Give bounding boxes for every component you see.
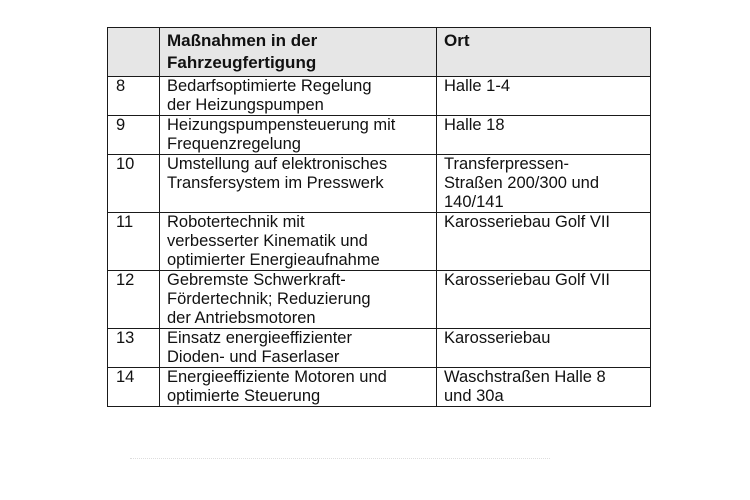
row-location-text: Halle 1-4 — [444, 77, 511, 95]
table-row — [108, 155, 651, 213]
row-location-text: Karosseriebau — [444, 329, 551, 347]
row-location — [437, 271, 651, 329]
row-location-text: Transferpressen- Straßen 200/300 und 140/141 — [444, 155, 600, 211]
row-location — [437, 329, 651, 368]
row-measure — [160, 271, 437, 329]
table-header — [108, 28, 651, 77]
row-number: 12 — [108, 271, 160, 329]
row-location-text: Karosseriebau Golf VII — [444, 213, 610, 231]
row-number: 9 — [108, 116, 160, 155]
row-number: 14 — [108, 368, 160, 407]
header-measures-label: Maßnahmen in der Fahrzeugfertigung — [167, 31, 318, 72]
table-row — [108, 271, 651, 329]
row-measure — [160, 77, 437, 116]
row-number: 13 — [108, 329, 160, 368]
row-measure — [160, 116, 437, 155]
row-location-text: Waschstraßen Halle 8 und 30a — [444, 368, 606, 405]
row-measure — [160, 155, 437, 213]
table-body — [108, 77, 651, 407]
row-location-text: Karosseriebau Golf VII — [444, 271, 610, 289]
row-measure — [160, 368, 437, 407]
row-measure-text: Robotertechnik mit verbesserter Kinematik und optimierter Energieaufnahme — [167, 213, 380, 269]
row-measure — [160, 213, 437, 271]
header-location — [437, 28, 651, 77]
header-row — [108, 28, 651, 77]
header-number — [108, 28, 160, 77]
measures-table — [107, 27, 651, 407]
row-location — [437, 368, 651, 407]
table-row — [108, 329, 651, 368]
row-location — [437, 116, 651, 155]
row-measure-text: Einsatz energieeffizienter Dioden- und Faserlaser — [167, 329, 352, 366]
row-location-text: Halle 18 — [444, 116, 505, 134]
row-number: 8 — [108, 77, 160, 116]
table-row — [108, 116, 651, 155]
table-row — [108, 77, 651, 116]
table-row — [108, 213, 651, 271]
header-location-label: Ort — [444, 31, 470, 50]
table-row — [108, 368, 651, 407]
row-measure-text: Energieeffiziente Motoren und optimierte Steuerung — [167, 368, 387, 405]
row-location — [437, 155, 651, 213]
row-number: 10 — [108, 155, 160, 213]
row-location — [437, 213, 651, 271]
row-measure-text: Bedarfsoptimierte Regelung der Heizungspumpen — [167, 77, 372, 114]
faint-divider — [130, 458, 550, 460]
row-measure — [160, 329, 437, 368]
row-measure-text: Heizungspumpensteuerung mit Frequenzregelung — [167, 116, 396, 153]
header-measures — [160, 28, 437, 77]
row-measure-text: Gebremste Schwerkraft- Fördertechnik; Reduzierung der Antriebsmotoren — [167, 271, 371, 327]
row-number: 11 — [108, 213, 160, 271]
row-location — [437, 77, 651, 116]
row-measure-text: Umstellung auf elektronisches Transfersystem im Presswerk — [167, 155, 388, 192]
